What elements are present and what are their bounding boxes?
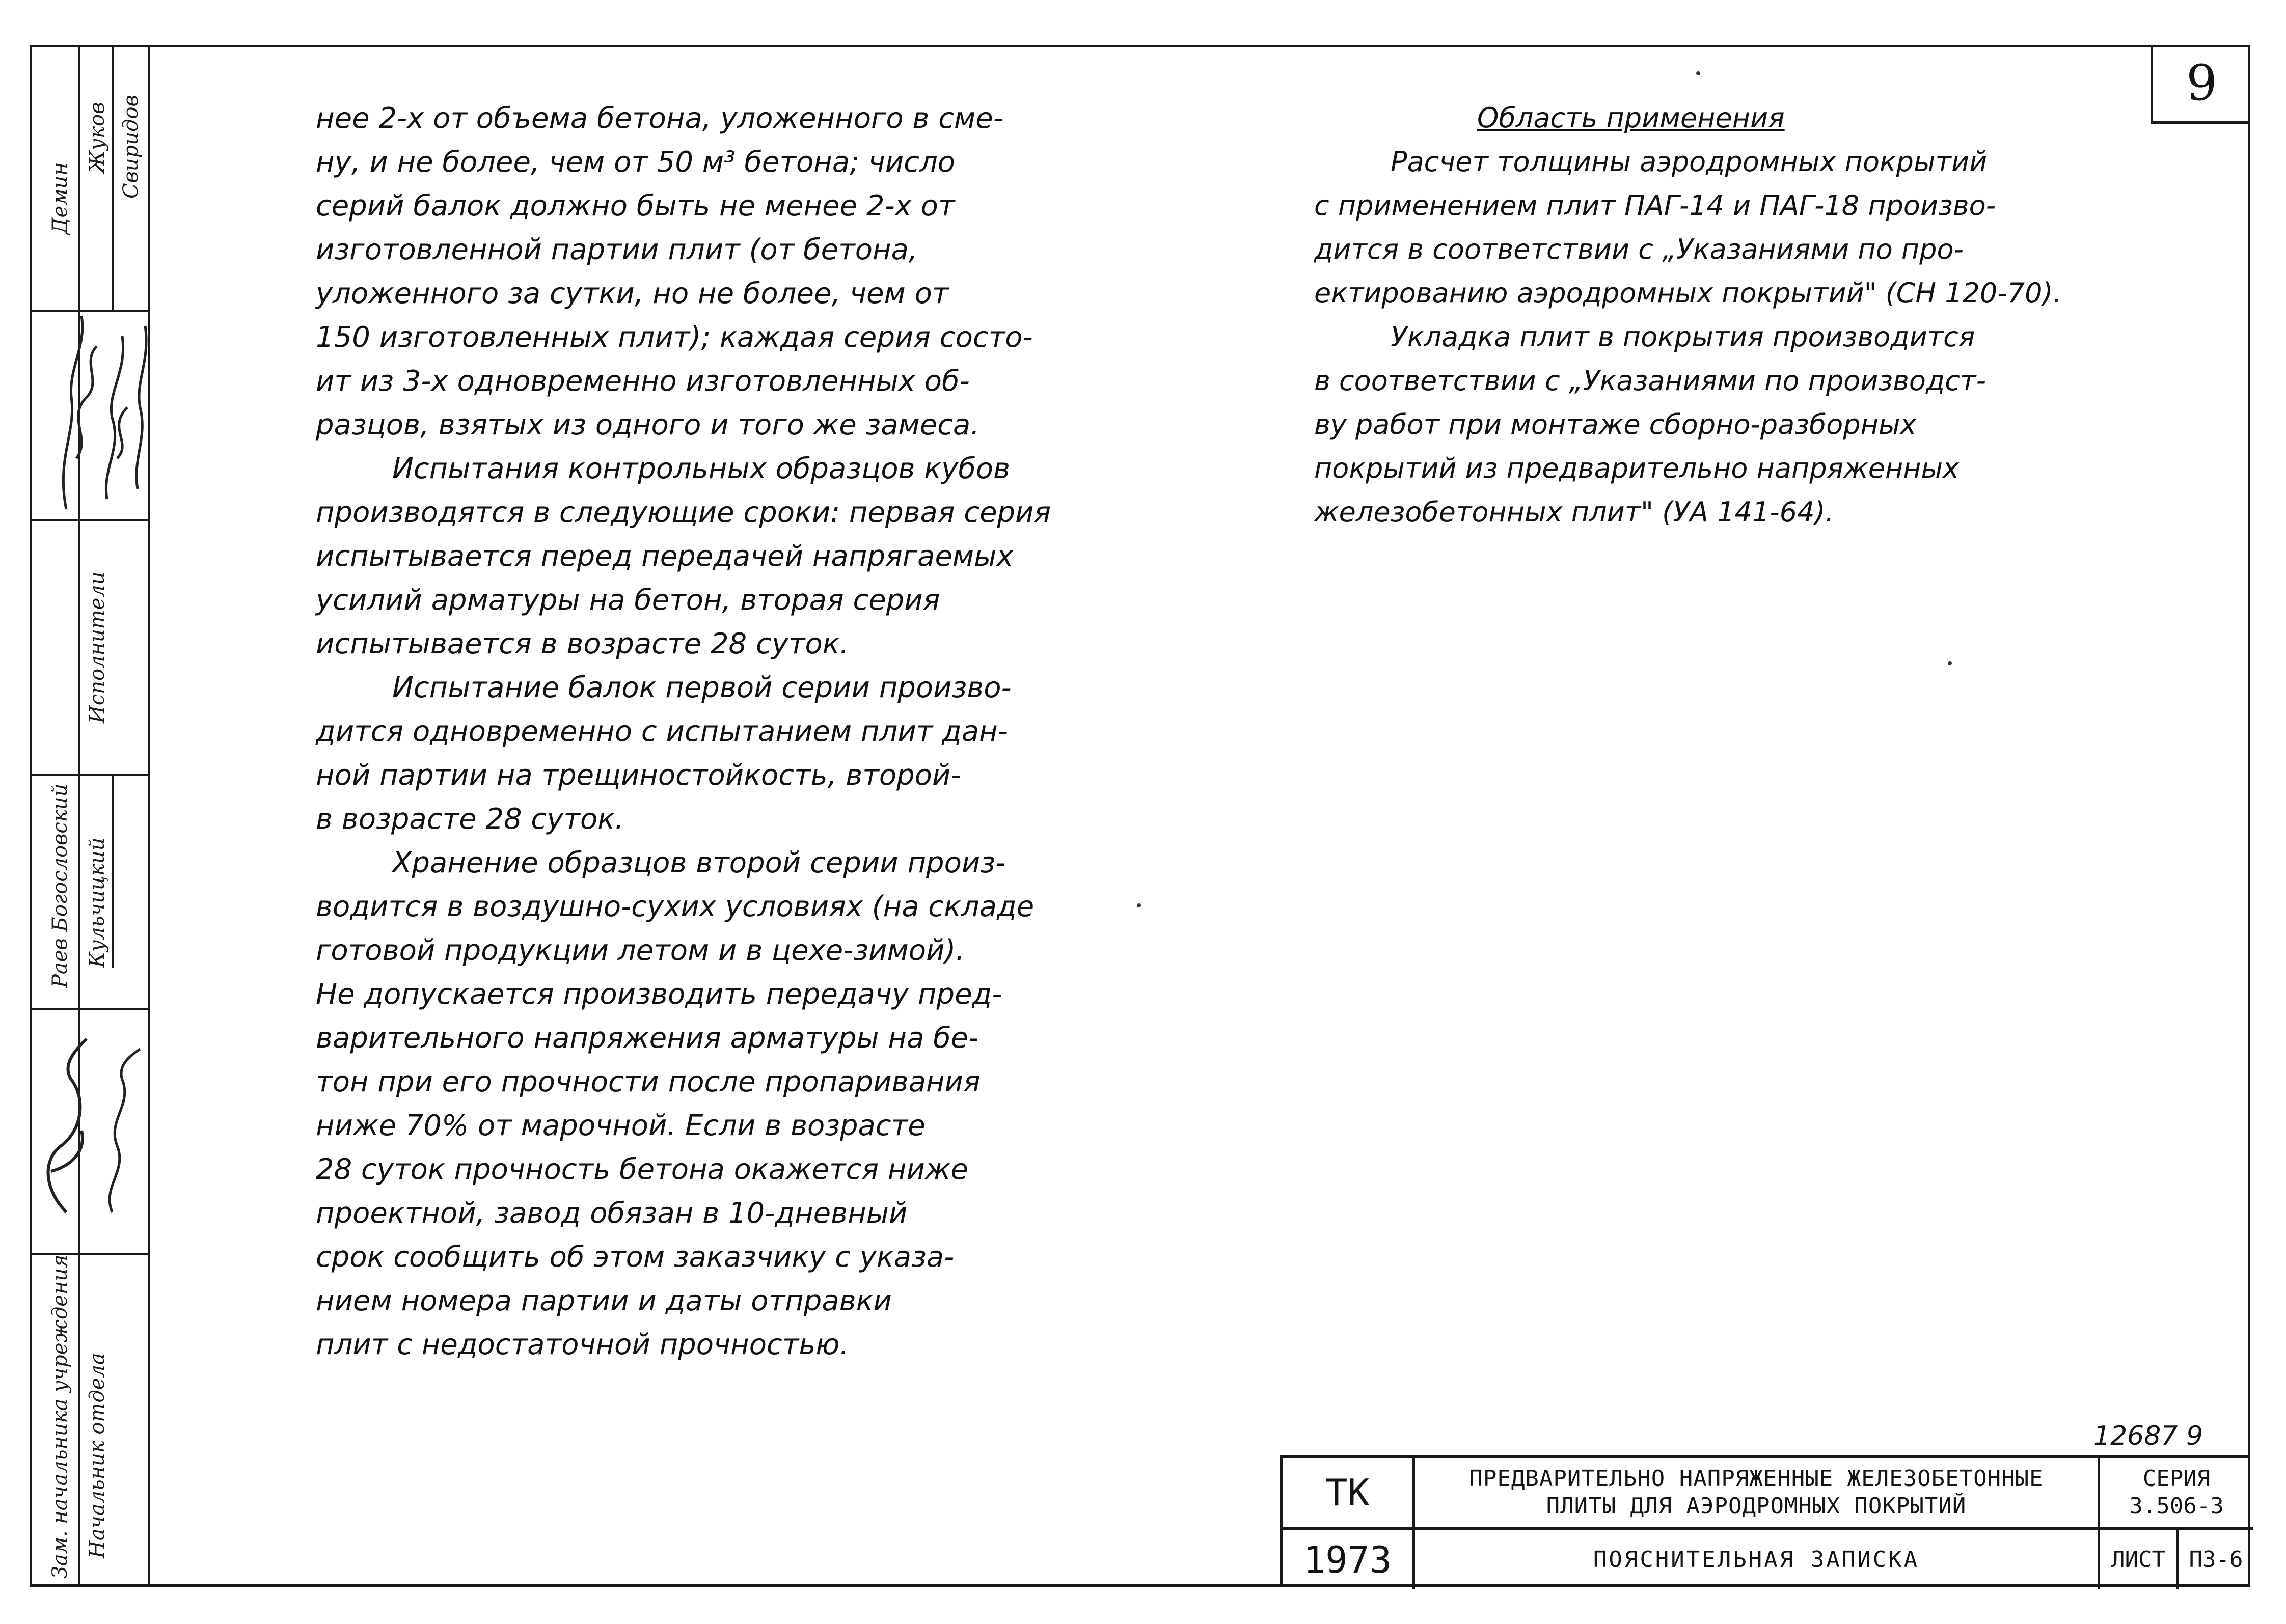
text-line: ву работ при монтаже сборно-разборных — [1314, 408, 1917, 441]
text-line: варительного напряжения арматуры на бе- — [316, 1022, 979, 1055]
signature-image — [46, 306, 158, 530]
text-line: Не допускается производить передачу пред- — [316, 978, 1002, 1011]
margin-role-head: Начальник отдела — [86, 1353, 109, 1558]
text-line: уложенного за сутки, но не более, чем от — [316, 277, 949, 310]
scan-speck — [1948, 661, 1952, 665]
margin-divider — [30, 1253, 150, 1255]
margin-label-performers: Исполнители — [86, 571, 109, 723]
page-number: 9 — [2151, 45, 2250, 124]
text-line: ниже 70% от марочной. Если в возрасте — [316, 1109, 926, 1142]
stamp-year: 1973 — [1283, 1527, 1412, 1589]
stamp-series — [2098, 1458, 2253, 1527]
text-line: плит с недостаточной прочностью. — [316, 1328, 849, 1361]
text-line: испытывается в возрасте 28 суток. — [316, 627, 849, 660]
text-line: серий балок должно быть не менее 2-х от — [316, 189, 955, 223]
margin-name-demin: Демин — [48, 162, 72, 234]
scan-speck — [1696, 71, 1700, 75]
text-line: покрытий из предварительно напряженных — [1314, 452, 1960, 484]
margin-divider — [112, 45, 114, 310]
text-line: железобетонных плит" (УА 141-64). — [1314, 496, 1834, 528]
section-heading: Область применения — [1477, 102, 1785, 134]
text-line: Испытания контрольных образцов кубов — [392, 452, 1011, 485]
text-line: Испытание балок первой серии произво- — [392, 671, 1012, 704]
margin-name-zhukov: Жуков — [86, 102, 109, 173]
text-line: производятся в следующие сроки: первая серия — [316, 496, 1051, 529]
text-line: ну, и не более, чем от 50 м³ бетона; число — [316, 146, 956, 179]
text-line: срок сообщить об этом заказчику с указа- — [316, 1241, 955, 1274]
text-line: Укладка плит в покрытия производится — [1391, 321, 1975, 353]
stamp-subtitle: ПОЯСНИТЕЛЬНАЯ ЗАПИСКА — [1412, 1527, 2098, 1589]
text-line: нее 2-х от объема бетона, уложенного в сме- — [316, 102, 1003, 135]
text-line: дится одновременно с испытанием плит дан- — [316, 715, 1008, 748]
stamp-title — [1412, 1458, 2098, 1527]
stamp-series-value: 3.506-3 — [2129, 1493, 2224, 1519]
signature-image — [31, 1019, 153, 1232]
document-number: 12687 9 — [2093, 1421, 2203, 1451]
margin-name-raev: Раев Богословский — [48, 783, 72, 988]
text-line: усилий арматуры на бетон, вторая серия — [316, 584, 940, 617]
text-line: в возрасте 28 суток. — [316, 803, 624, 836]
margin-divider — [30, 774, 150, 776]
margin-divider — [30, 1008, 150, 1010]
text-line: Хранение образцов второй серии произ- — [392, 846, 1006, 879]
stamp-title-line: ПЛИТЫ ДЛЯ АЭРОДРОМНЫХ ПОКРЫТИЙ — [1546, 1493, 1967, 1519]
text-line: ной партии на трещиностойкость, второй- — [316, 759, 961, 792]
title-block — [1280, 1455, 2250, 1587]
text-line: нием номера партии и даты отправки — [316, 1284, 892, 1317]
text-line: с применением плит ПАГ-14 и ПАГ-18 произво- — [1314, 189, 1996, 222]
margin-name-kulchitsky: Кульчицкий — [86, 837, 109, 968]
text-line: ектированию аэродромных покрытий" (СН 120-70). — [1314, 277, 2062, 309]
text-line: тон при его прочности после пропаривания — [316, 1065, 981, 1098]
text-line: 150 изготовленных плит); каждая серия состо- — [316, 321, 1033, 354]
margin-divider — [78, 45, 80, 1587]
text-line: дится в соответствии с „Указаниями по про- — [1314, 233, 1964, 265]
stamp-title-line: ПРЕДВАРИТЕЛЬНО НАПРЯЖЕННЫЕ ЖЕЛЕЗОБЕТОННЫЕ — [1469, 1466, 2044, 1492]
text-line: испытывается перед передачей напрягаемых — [316, 540, 1014, 573]
text-line: Расчет толщины аэродромных покрытий — [1391, 146, 1988, 178]
text-line: разцов, взятых из одного и того же замеса. — [316, 408, 980, 442]
text-line: готовой продукции летом и в цехе-зимой). — [316, 934, 965, 967]
margin-name-sviridov: Свиридов — [119, 95, 143, 199]
text-line: водится в воздушно-сухих условиях (на складе — [316, 890, 1035, 923]
text-line: проектной, завод обязан в 10-дневный — [316, 1197, 908, 1230]
text-line: в соответствии с „Указаниями по производст- — [1314, 365, 1986, 397]
text-line: 28 суток прочность бетона окажется ниже — [316, 1153, 968, 1186]
scan-speck — [1137, 903, 1141, 907]
margin-role-deputy: Зам. начальника учреждения — [48, 1254, 72, 1579]
stamp-org: ТК — [1325, 1471, 1370, 1514]
text-line: изготовленной партии плит (от бетона, — [316, 233, 918, 266]
stamp-sheet-value: ПЗ-6 — [2176, 1527, 2253, 1589]
text-line: ит из 3-х одновременно изготовленных об- — [316, 365, 970, 398]
stamp-series-label: СЕРИЯ — [2142, 1466, 2211, 1492]
stamp-sheet-label: ЛИСТ — [2098, 1527, 2176, 1589]
margin-divider — [112, 774, 114, 968]
